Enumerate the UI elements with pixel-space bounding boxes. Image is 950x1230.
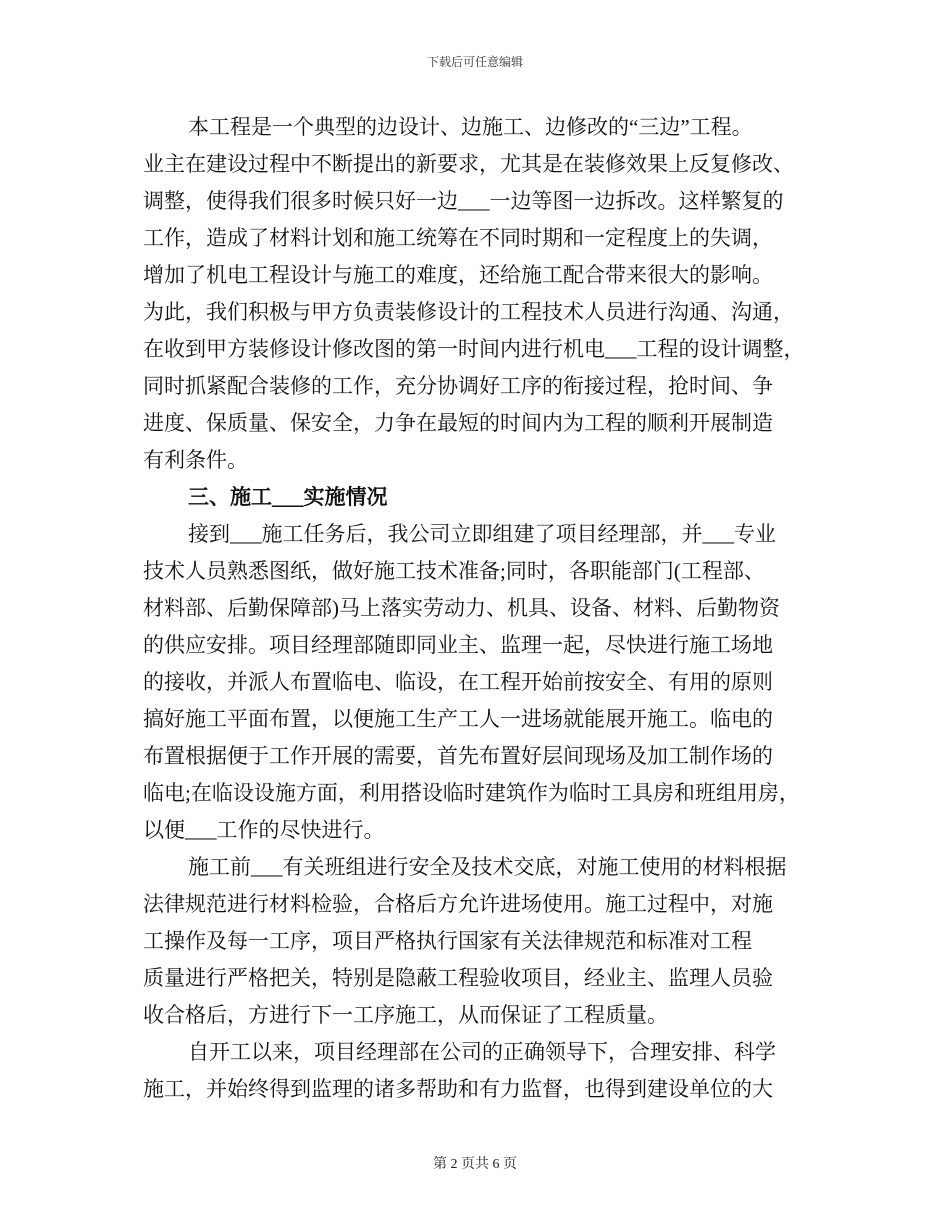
- document-body: [143, 109, 833, 1108]
- paragraph-line: 的供应安排。项目经理部随即同业主、监理一起，尽快进行施工场地: [143, 633, 773, 657]
- paragraph-1: [143, 109, 833, 479]
- paragraph-line: 材料部、后勤保障部)马上落实劳动力、机具、设备、材料、后勤物资: [143, 596, 780, 620]
- paragraph-line: 增加了机电工程设计与施工的难度，还给施工配合带来很大的影响。: [143, 263, 773, 287]
- paragraph-3: [143, 849, 833, 1034]
- paragraph-line: 同时抓紧配合装修的工作，充分协调好工序的衔接过程，抢时间、争: [143, 374, 773, 398]
- paragraph-line: 工作，造成了材料计划和施工统筹在不同时期和一定程度上的失调，: [143, 226, 773, 250]
- paragraph-line: 进度、保质量、保安全，力争在最短的时间内为工程的顺利开展制造: [143, 411, 773, 435]
- paragraph-line: 施工前___有关班组进行安全及技术交底，对施工使用的材料根据: [188, 855, 787, 879]
- paragraph-line: 有利条件。: [143, 448, 248, 472]
- paragraph-line: 在收到甲方装修设计修改图的第一时间内进行机电___工程的设计调整，: [143, 337, 805, 361]
- paragraph-line: 工操作及每一工序，项目严格执行国家有关法律规范和标准对工程: [143, 929, 752, 953]
- page-number-footer: 第 2 页共 6 页: [433, 1157, 517, 1172]
- paragraph-line: 的接收，并派人布置临电、临设，在工程开始前按安全、有用的原则: [143, 670, 773, 694]
- paragraph-line: 接到___施工任务后，我公司立即组建了项目经理部，并___专业: [188, 522, 776, 546]
- paragraph-line: 技术人员熟悉图纸，做好施工技术准备;同时，各职能部门(工程部、: [143, 559, 765, 583]
- paragraph-line: 收合格后，方进行下一工序施工，从而保证了工程质量。: [143, 1003, 668, 1027]
- paragraph-line: 布置根据便于工作开展的需要，首先布置好层间现场及加工制作场的: [143, 744, 773, 768]
- paragraph-line: 临电;在临设设施方面，利用搭设临时建筑作为临时工具房和班组用房，: [143, 781, 800, 805]
- paragraph-4: [143, 1034, 833, 1108]
- paragraph-line: 业主在建设过程中不断提出的新要求，尤其是在装修效果上反复修改、: [143, 152, 794, 176]
- paragraph-line: 自开工以来，项目经理部在公司的正确领导下，合理安排、科学: [188, 1040, 776, 1064]
- paragraph-line: 为此，我们积极与甲方负责装修设计的工程技术人员进行沟通、沟通，: [143, 300, 794, 324]
- paragraph-2: [143, 516, 833, 849]
- paragraph-line: 法律规范进行材料检验，合格后方允许进场使用。施工过程中，对施: [143, 892, 773, 916]
- paragraph-line: 以便___工作的尽快进行。: [143, 818, 385, 842]
- page-header: 下载后可任意编辑: [426, 55, 523, 69]
- section-heading: 三、施工___实施情况: [188, 485, 388, 509]
- paragraph-line: 质量进行严格把关，特别是隐蔽工程验收项目，经业主、监理人员验: [143, 966, 773, 990]
- paragraph-line: 施工，并始终得到监理的诸多帮助和有力监督，也得到建设单位的大: [143, 1077, 773, 1101]
- paragraph-line: 搞好施工平面布置，以便施工生产工人一进场就能展开施工。临电的: [143, 707, 773, 731]
- paragraph-line: 本工程是一个典型的边设计、边施工、边修改的“三边”工程。: [188, 115, 753, 139]
- paragraph-line: 调整，使得我们很多时候只好一边___一边等图一边拆改。这样繁复的: [143, 189, 784, 213]
